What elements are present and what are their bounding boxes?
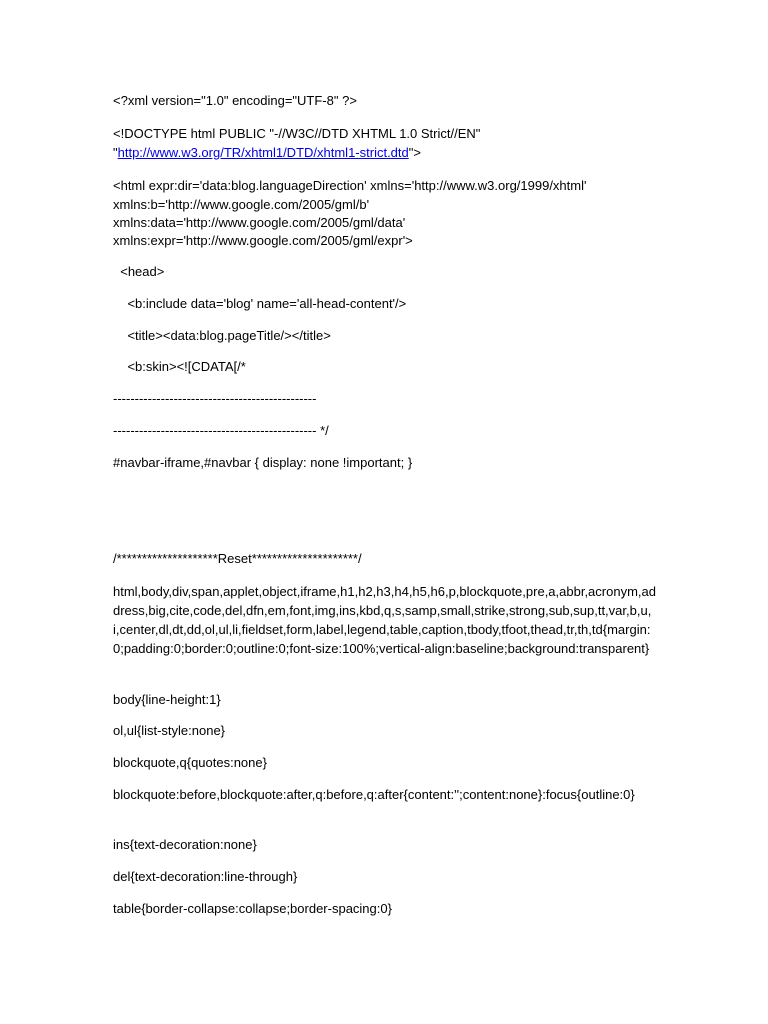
xml-declaration-line: <?xml version="1.0" encoding="UTF-8" ?>: [113, 93, 357, 108]
html-open-line-1: <html expr:dir='data:blog.languageDirection' xmlns='http://www.w3.org/1999/xhtml': [113, 178, 587, 193]
navbar-rule-line: #navbar-iframe,#navbar { display: none !important; }: [113, 455, 413, 470]
html-open-line-4: xmlns:expr='http://www.google.com/2005/gml/expr'>: [113, 233, 413, 248]
del-rule-line: del{text-decoration:line-through}: [113, 869, 298, 884]
quote-rule-line: blockquote,q{quotes:none}: [113, 755, 267, 770]
ins-rule-line: ins{text-decoration:none}: [113, 837, 257, 852]
head-open-line: <head>: [113, 264, 165, 279]
body-rule-line: body{line-height:1}: [113, 692, 221, 707]
doctype-quote-prefix: ": [113, 145, 118, 160]
b-include-line: <b:include data='blog' name='all-head-content'/>: [113, 296, 407, 311]
quote-before-rule-paragraph: blockquote:before,blockquote:after,q:before,q:after{content:'';content:none}:focus{outline:0}: [113, 787, 635, 802]
html-open-line-2: xmlns:b='http://www.google.com/2005/gml/b': [113, 197, 370, 212]
reset-heading-line: /********************Reset*********************/: [113, 551, 362, 566]
html-open-line-3: xmlns:data='http://www.google.com/2005/gml/data': [113, 215, 406, 230]
dtd-link[interactable]: http://www.w3.org/TR/xhtml1/DTD/xhtml1-strict.dtd: [117, 145, 409, 160]
doctype-line-1: <!DOCTYPE html PUBLIC "-//W3C//DTD XHTML 1.0 Strict//EN": [113, 126, 481, 141]
list-rule-line: ol,ul{list-style:none}: [113, 723, 226, 738]
reset-rule-paragraph: html,body,div,span,applet,object,iframe,h1,h2,h3,h4,h5,h6,p,blockquote,pre,a,abbr,acronym,address,big,cite,code,del,dfn,em,font,img,ins,kbd,q,s,samp,small,strike,strong,sub,sup,tt,var,b,u,i,center,dl,dt,dd,ol,ul,li,fieldset,form,label,legend,table,caption,tbody,tfoot,thead,tr,th,td{margin:0;padding:0;border:0;outline:0;font-size:100%;vertical-align:baseline;background:transparent}: [113, 584, 656, 656]
title-line: <title><data:blog.pageTitle/></title>: [113, 328, 331, 343]
table-rule-line: table{border-collapse:collapse;border-spacing:0}: [113, 901, 392, 916]
dashes-line-1: -----------------------------------------------: [113, 391, 317, 406]
doctype-quote-suffix: ">: [408, 145, 421, 160]
doctype-line-2: [113, 143, 421, 162]
b-skin-line: <b:skin><![CDATA[/*: [113, 359, 246, 374]
dashes-line-2: ----------------------------------------------- */: [113, 423, 329, 438]
